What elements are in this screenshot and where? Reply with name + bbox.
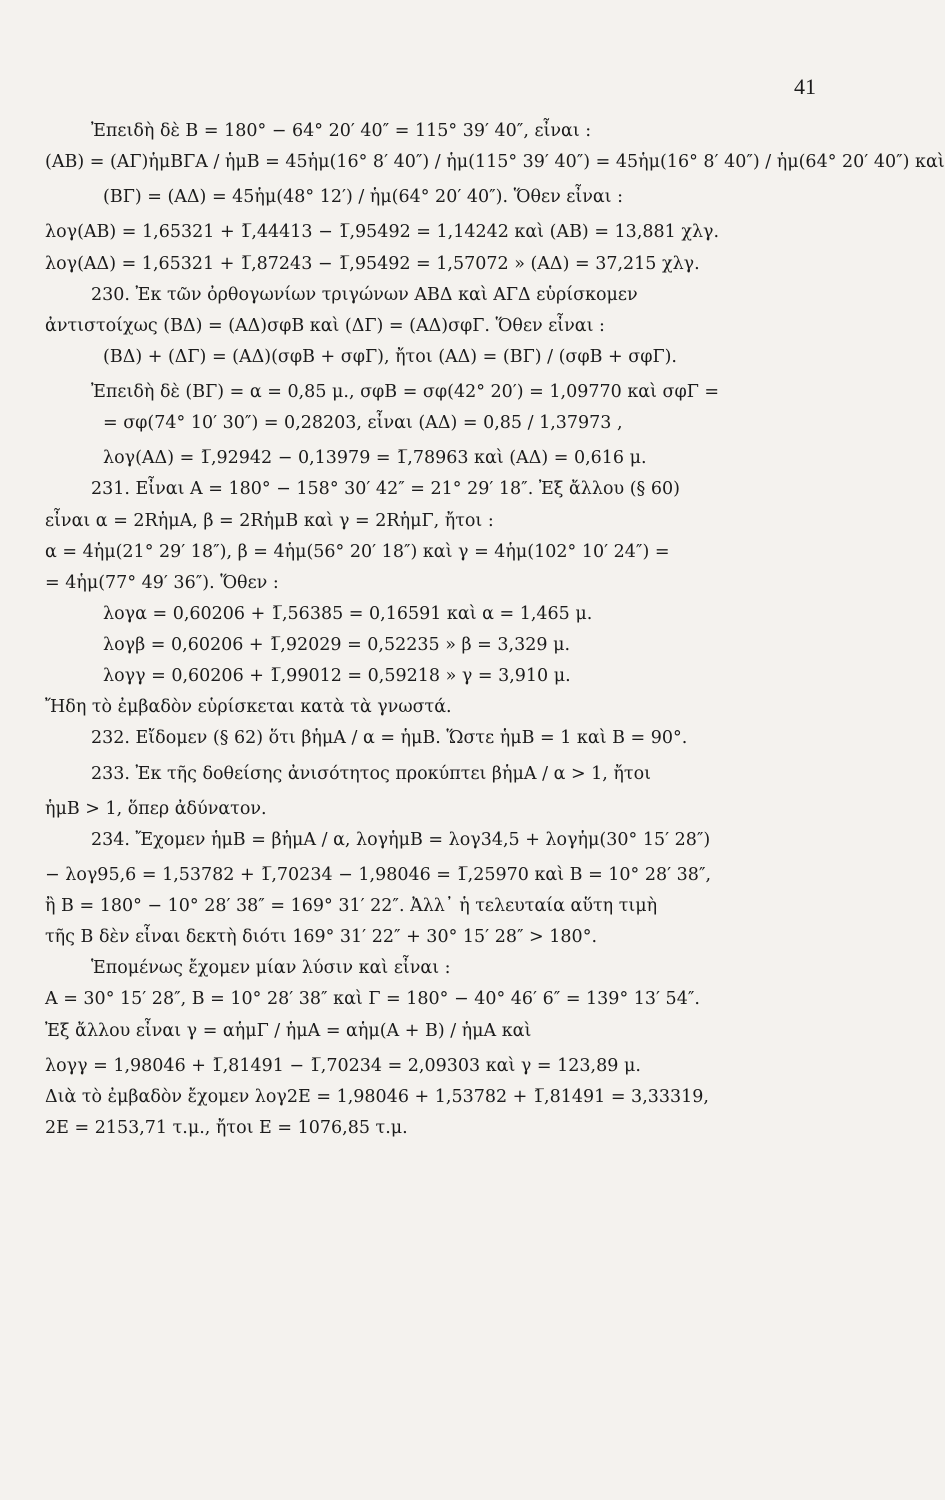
text-line: 230. Ἐκ τῶν ὀρθογωνίων τριγώνων ΑΒΔ καὶ ΑΓΔ εὑρίσκομεν: [91, 284, 638, 305]
text-line: 233. Ἐκ τῆς δοθείσης ἀνισότητος προκύπτει βἡμΑ / α > 1, ἤτοι: [91, 763, 651, 784]
text-line: Ἑπομένως ἔχομεν μίαν λύσιν καὶ εἶναι :: [91, 958, 451, 979]
text-line: = 4ἡμ(77° 49′ 36″). Ὅθεν :: [45, 572, 279, 593]
text-line: Ἐξ ἄλλου εἶναι γ = αἡμΓ / ἡμΑ = αἡμ(Α + Β) / ἡμΑ καὶ: [45, 1020, 532, 1041]
text-line: ἡμΒ > 1, ὅπερ ἀδύνατον.: [45, 798, 267, 819]
text-line: λογγ = 0,60206 + 1̅,99012 = 0,59218 » γ = 3,910 μ.: [103, 666, 571, 687]
text-line: Ἐπειδὴ δὲ (ΒΓ) = α = 0,85 μ., σφΒ = σφ(42° 20′) = 1,09770 καὶ σφΓ =: [91, 382, 720, 402]
text-line: ἀντιστοίχως (ΒΔ) = (ΑΔ)σφΒ καὶ (ΔΓ) = (ΑΔ)σφΓ. Ὅθεν εἶναι :: [45, 315, 605, 336]
text-line: (ΑΒ) = (ΑΓ)ἡμΒΓΑ / ἡμΒ = 45ἡμ(16° 8′ 40″) / ἡμ(115° 39′ 40″) = 45ἡμ(16° 8′ 40″) / ἡμ(64° 20′ 40″) καὶ: [45, 152, 945, 173]
text-line: (ΒΓ) = (ΑΔ) = 45ἡμ(48° 12′) / ἡμ(64° 20′ 40″). Ὅθεν εἶναι :: [103, 187, 623, 208]
text-line: 234. Ἔχομεν ἡμΒ = βἡμΑ / α, λογἡμΒ = λογ34,5 + λογἡμ(30° 15′ 28″): [91, 829, 711, 850]
text-line: λογ(ΑΔ) = 1,65321 + 1̅,87243 − 1̅,95492 = 1,57072 » (ΑΔ) = 37,215 χλγ.: [45, 253, 700, 274]
text-line: ἢ Β = 180° − 10° 28′ 38″ = 169° 31′ 22″. Ἀλλ᾽ ἡ τελευταία αὕτη τιμὴ: [45, 896, 658, 916]
text-line: λογγ = 1,98046 + 1̅,81491 − 1̅,70234 = 2,09303 καὶ γ = 123,89 μ.: [45, 1055, 641, 1076]
text-line: α = 4ἡμ(21° 29′ 18″), β = 4ἡμ(56° 20′ 18″) καὶ γ = 4ἡμ(102° 10′ 24″) =: [45, 541, 670, 562]
text-line: 232. Εἴδομεν (§ 62) ὅτι βἡμΑ / α = ἡμΒ. Ὥστε ἡμΒ = 1 καὶ Β = 90°.: [91, 728, 688, 749]
text-line: λογ(ΑΔ) = 1̅,92942 − 0,13979 = 1̅,78963 καὶ (ΑΔ) = 0,616 μ.: [103, 448, 647, 469]
page-text: [45, 118, 945, 1146]
text-line: λογβ = 0,60206 + 1̅,92029 = 0,52235 » β = 3,329 μ.: [103, 635, 571, 655]
text-line: = σφ(74° 10′ 30″) = 0,28203, εἶναι (ΑΔ) = 0,85 / 1,37973 ,: [103, 413, 623, 434]
text-line: 231. Εἶναι Α = 180° − 158° 30′ 42″ = 21° 29′ 18″. Ἐξ ἄλλου (§ 60): [91, 479, 680, 500]
text-line: Διὰ τὸ ἐμβαδὸν ἔχομεν λογ2Ε = 1,98046 + 1,53782 + 1̅,81491 = 3,33319,: [45, 1086, 709, 1107]
page-number: 41: [794, 74, 816, 99]
text-line: 2Ε = 2153,71 τ.μ., ἤτοι Ε = 1076,85 τ.μ.: [45, 1117, 408, 1138]
text-line: τῆς Β δὲν εἶναι δεκτὴ διότι 169° 31′ 22″ + 30° 15′ 28″ > 180°.: [45, 927, 598, 948]
text-line: λογ(ΑΒ) = 1,65321 + 1̅,44413 − 1̅,95492 = 1,14242 καὶ (ΑΒ) = 13,881 χλγ.: [45, 222, 720, 243]
text-line: Ἤδη τὸ ἐμβαδὸν εὑρίσκεται κατὰ τὰ γνωστά.: [45, 697, 452, 718]
text-line: Ἐπειδὴ δὲ Β = 180° − 64° 20′ 40″ = 115° 39′ 40″, εἶναι :: [91, 121, 592, 141]
text-line: (ΒΔ) + (ΔΓ) = (ΑΔ)(σφΒ + σφΓ), ἤτοι (ΑΔ) = (ΒΓ) / (σφΒ + σφΓ).: [103, 346, 677, 367]
text-line: λογα = 0,60206 + 1̅,56385 = 0,16591 καὶ α = 1,465 μ.: [103, 603, 593, 624]
text-line: − λογ95,6 = 1,53782 + 1̅,70234 − 1,98046 = 1̅,25970 καὶ Β = 10° 28′ 38″,: [45, 864, 712, 885]
text-line: εἶναι α = 2RἡμΑ, β = 2RἡμΒ καὶ γ = 2RἡμΓ, ἤτοι :: [45, 510, 494, 531]
text-line: Α = 30° 15′ 28″, Β = 10° 28′ 38″ καὶ Γ = 180° − 40° 46′ 6″ = 139° 13′ 54″.: [45, 989, 700, 1010]
